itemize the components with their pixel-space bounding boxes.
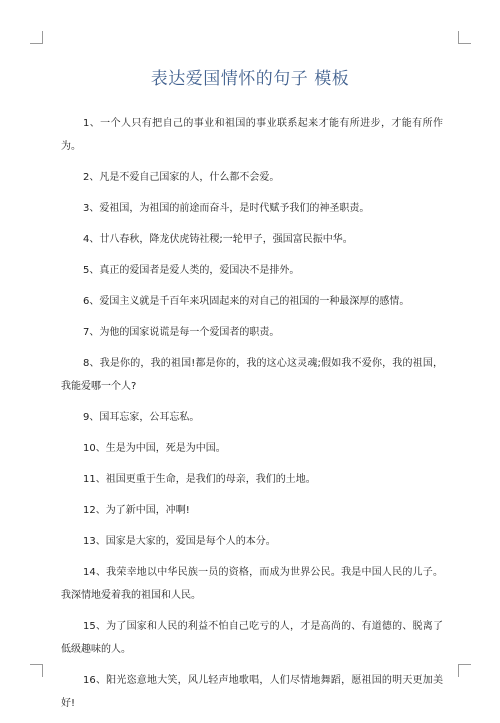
- document-body: [61, 112, 443, 723]
- paragraph: 14、我荣幸地以中华民族一员的资格，而成为世界公民。我是中国人民的儿子。我深情地爱着我的祖国和人民。: [61, 567, 443, 601]
- crop-mark-bottom-right: [458, 664, 471, 677]
- crop-mark-top-right: [458, 31, 471, 44]
- paragraph: 10、生是为中国，死是为中国。: [83, 443, 226, 454]
- paragraph: 2、凡是不爱自己国家的人，什么都不会爱。: [83, 172, 280, 183]
- paragraph: 7、为他的国家说谎是每一个爱国者的职责。: [83, 327, 280, 338]
- paragraph: 16、阳光恣意地大笑，风儿轻声地歌唱，人们尽情地舞蹈，愿祖国的明天更加美好!: [61, 675, 443, 709]
- paragraph: 8、我是你的，我的祖国!都是你的，我的这心这灵魂;假如我不爱你，我的祖国，我能爱哪一个人?: [61, 358, 443, 392]
- paragraph: 6、爱国主义就是千百年来巩固起来的对自己的祖国的一种最深厚的感情。: [83, 296, 410, 307]
- paragraph: 15、为了国家和人民的利益不怕自己吃亏的人，才是高尚的、有道德的、脱离了低级趣味的人。: [61, 621, 443, 655]
- paragraph: 3、爱祖国，为祖国的前途而奋斗，是时代赋予我们的神圣职责。: [83, 203, 370, 214]
- paragraph: 1、一个人只有把自己的事业和祖国的事业联系起来才能有所进步，才能有所作为。: [61, 118, 443, 152]
- paragraph: 9、国耳忘家，公耳忘私。: [83, 412, 200, 423]
- paragraph: 5、真正的爱国者是爱人类的，爱国决不是排外。: [83, 265, 300, 276]
- crop-mark-bottom-left: [30, 664, 43, 677]
- document-title: 表达爱国情怀的句子 模板: [150, 69, 350, 89]
- paragraph: 11、祖国更重于生命，是我们的母亲，我们的土地。: [83, 474, 316, 485]
- paragraph: 13、国家是大家的，爱国是每个人的本分。: [83, 536, 276, 547]
- crop-mark-top-left: [30, 31, 43, 44]
- paragraph: 12、为了新中国，冲啊!: [83, 505, 190, 516]
- paragraph: 4、廿八春秋，降龙伏虎铸社稷;一轮甲子，强国富民振中华。: [83, 234, 353, 245]
